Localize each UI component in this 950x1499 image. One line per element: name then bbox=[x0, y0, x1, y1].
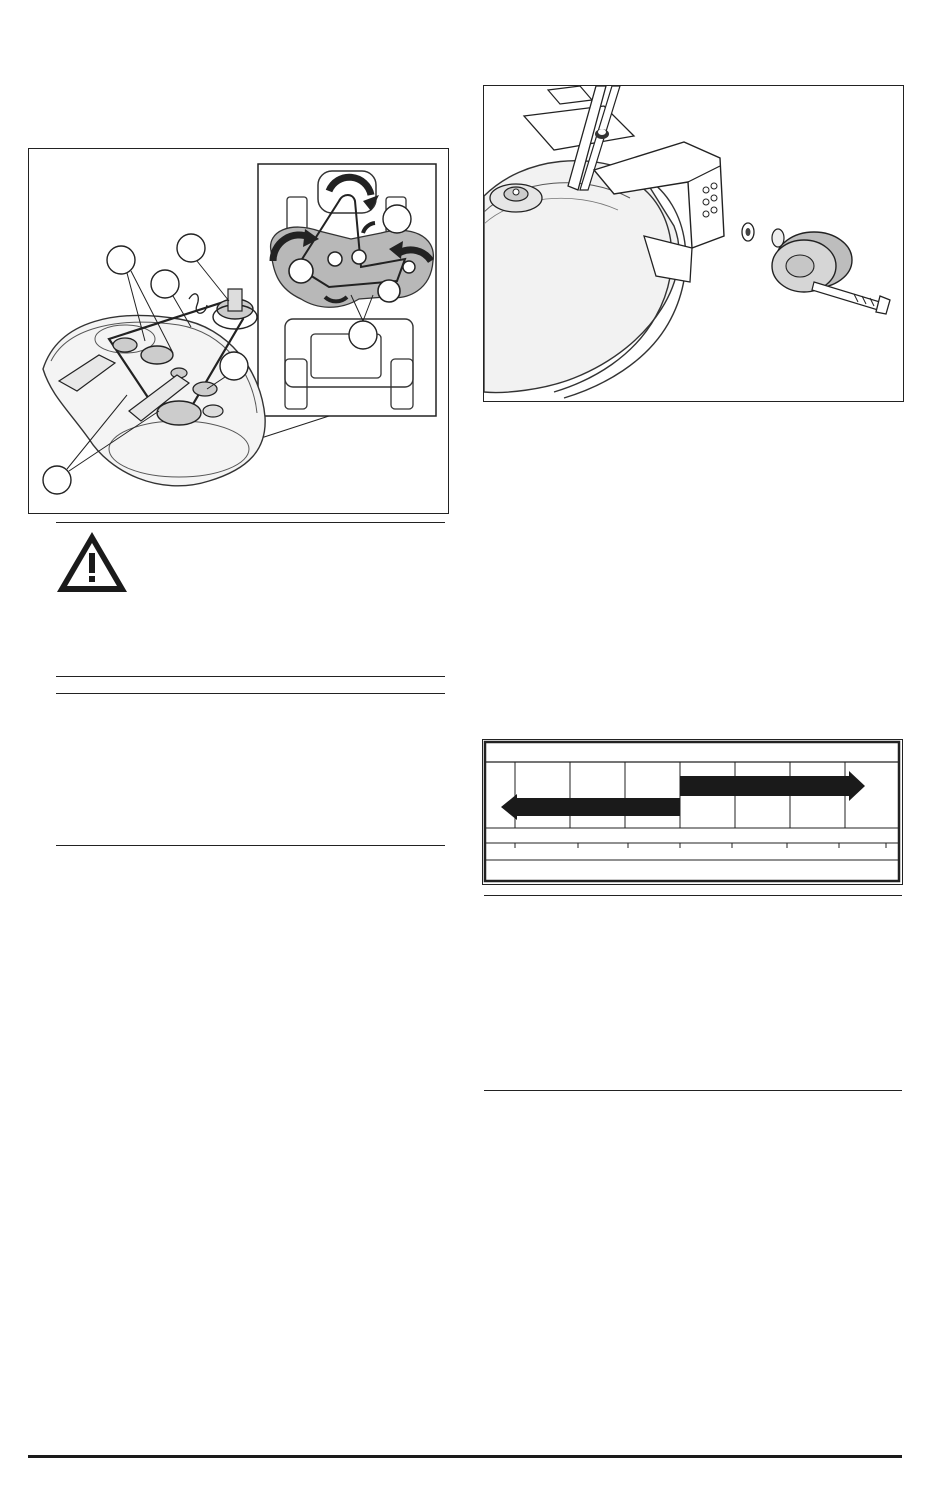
cutting-height-chart bbox=[482, 739, 903, 885]
gauge-wheel bbox=[772, 229, 852, 292]
belt-routing-figure bbox=[28, 148, 449, 514]
belt-diagram-inset bbox=[258, 164, 436, 439]
page-footer-rule bbox=[28, 1455, 902, 1458]
right-note-bottom-rule bbox=[484, 1090, 902, 1091]
warning-bottom-rule bbox=[56, 676, 445, 677]
right-note-top-rule bbox=[484, 895, 902, 896]
warning-triangle-icon bbox=[54, 529, 130, 595]
arrow-right-icon bbox=[680, 771, 865, 801]
gauge-wheel-figure bbox=[483, 85, 904, 402]
arrow-left-icon bbox=[501, 794, 680, 820]
note-top-rule bbox=[56, 693, 445, 694]
warning-top-rule bbox=[56, 522, 445, 523]
note-bottom-rule bbox=[56, 845, 445, 846]
mower-deck-drawing bbox=[43, 289, 265, 486]
